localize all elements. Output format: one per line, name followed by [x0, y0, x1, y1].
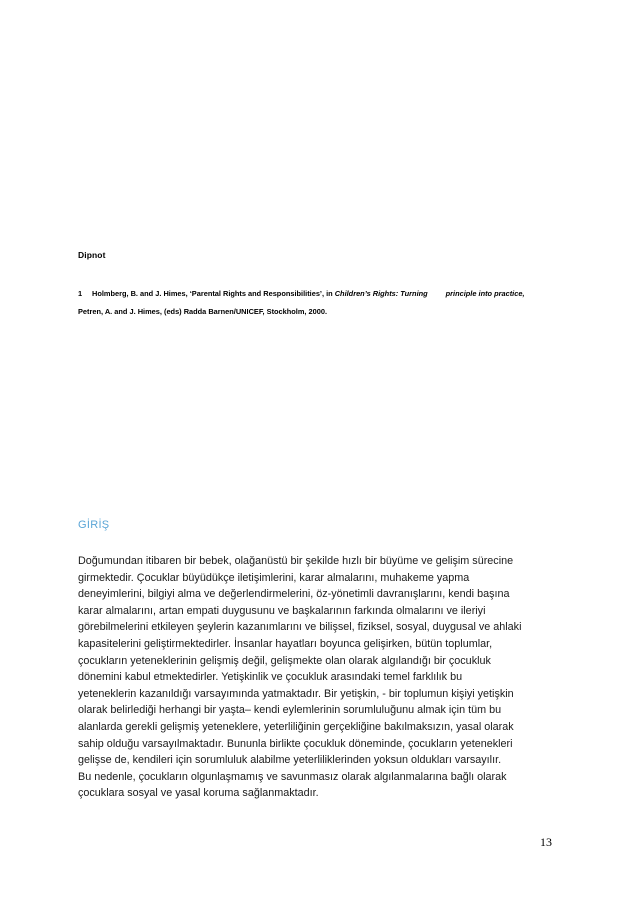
paragraph-line: Doğumundan itibaren bir bebek, olağanüstü bir şekilde hızlı bir büyüme ve gelişim sürecine	[78, 555, 514, 567]
footnote-book-title: Children’s Rights: Turning	[334, 289, 428, 298]
page-number: 13	[540, 835, 552, 849]
footnote-citation-text: Holmberg, B. and J. Himes, ‘Parental Rights and Responsibilities’, in	[92, 289, 335, 298]
paragraph-line: Bu nedenle, çocukların olgunlaşmamış ve savunmasız olarak algılanmalarına bağlı olarak	[78, 770, 507, 783]
footnotes-heading: Dipnot	[78, 250, 106, 260]
paragraph-line: sahip olduğu varsayılmaktadır. Bununla birlikte çocukluk döneminde, çocukların yetenekleri	[78, 737, 513, 750]
paragraph-line: görebilmelerini etkileyen şeylerin kazanımlarını ve bilişsel, fiziksel, sosyal, duygusal ve ahlaki	[78, 621, 522, 634]
footnote-line-1	[78, 285, 568, 303]
paragraph-line: karar almalarını, artan empati duygusunu ve başkalarının farkında olmalarını ve ileriyi	[78, 604, 486, 617]
paragraph-line: çocukların yeteneklerinin gelişmiş değil, gelişmekte olan olarak algılandığı bir çocukluk	[78, 654, 491, 667]
paragraph-line: kapasitelerini geliştirmektedirler. İnsanlar hayatları boyunca gelişirken, bütün toplumlar,	[78, 637, 493, 650]
paragraph-line: alanlarda gerekli gelişmiş yeteneklere, yeterliliğinin gerçekliğine bakılmaksızın, yasal olarak	[78, 720, 514, 733]
paragraph-line: olarak belirlediği herhangi bir yaşta– kendi eylemlerinin sorumluluğunu almak için tüm bu	[78, 704, 502, 717]
paragraph-line: çocuklara sosyal ve yasal koruma sağlanmaktadır.	[78, 787, 319, 800]
paragraph-line: girmektedir. Çocuklar büyüdükçe iletişimlerini, karar almalarını, muhakeme yapma	[78, 571, 470, 584]
paragraph-line: dönemini kabul etmektedirler. Yetişkinlik ve çocukluk arasındaki temel farklılık bu	[78, 671, 463, 684]
footnote-book-title-cont: principle into practice,	[445, 289, 525, 298]
section-title: GİRİŞ	[78, 519, 110, 531]
footnote-number: 1	[78, 289, 83, 298]
paragraph-line: deneyimlerini, bilgiyi alma ve değerlendirmelerini, öz-yönetimli davranışlarını, kendi başına	[78, 588, 510, 601]
footnote-1	[78, 285, 568, 321]
paragraph-line: gelişse de, kendileri için sorumluluk alabilme yeterliliklerinden yoksun oldukları varsayılır.	[78, 754, 502, 767]
body-paragraph	[78, 553, 578, 802]
footnote-line-2: Petren, A. and J. Himes, (eds) Radda Barnen/UNICEF, Stockholm, 2000.	[78, 307, 328, 316]
paragraph-line: yeteneklerin kazanıldığı varsayımında yatmaktadır. Bir yetişkin, - bir toplumun kişiyi yetişkin	[78, 687, 514, 700]
